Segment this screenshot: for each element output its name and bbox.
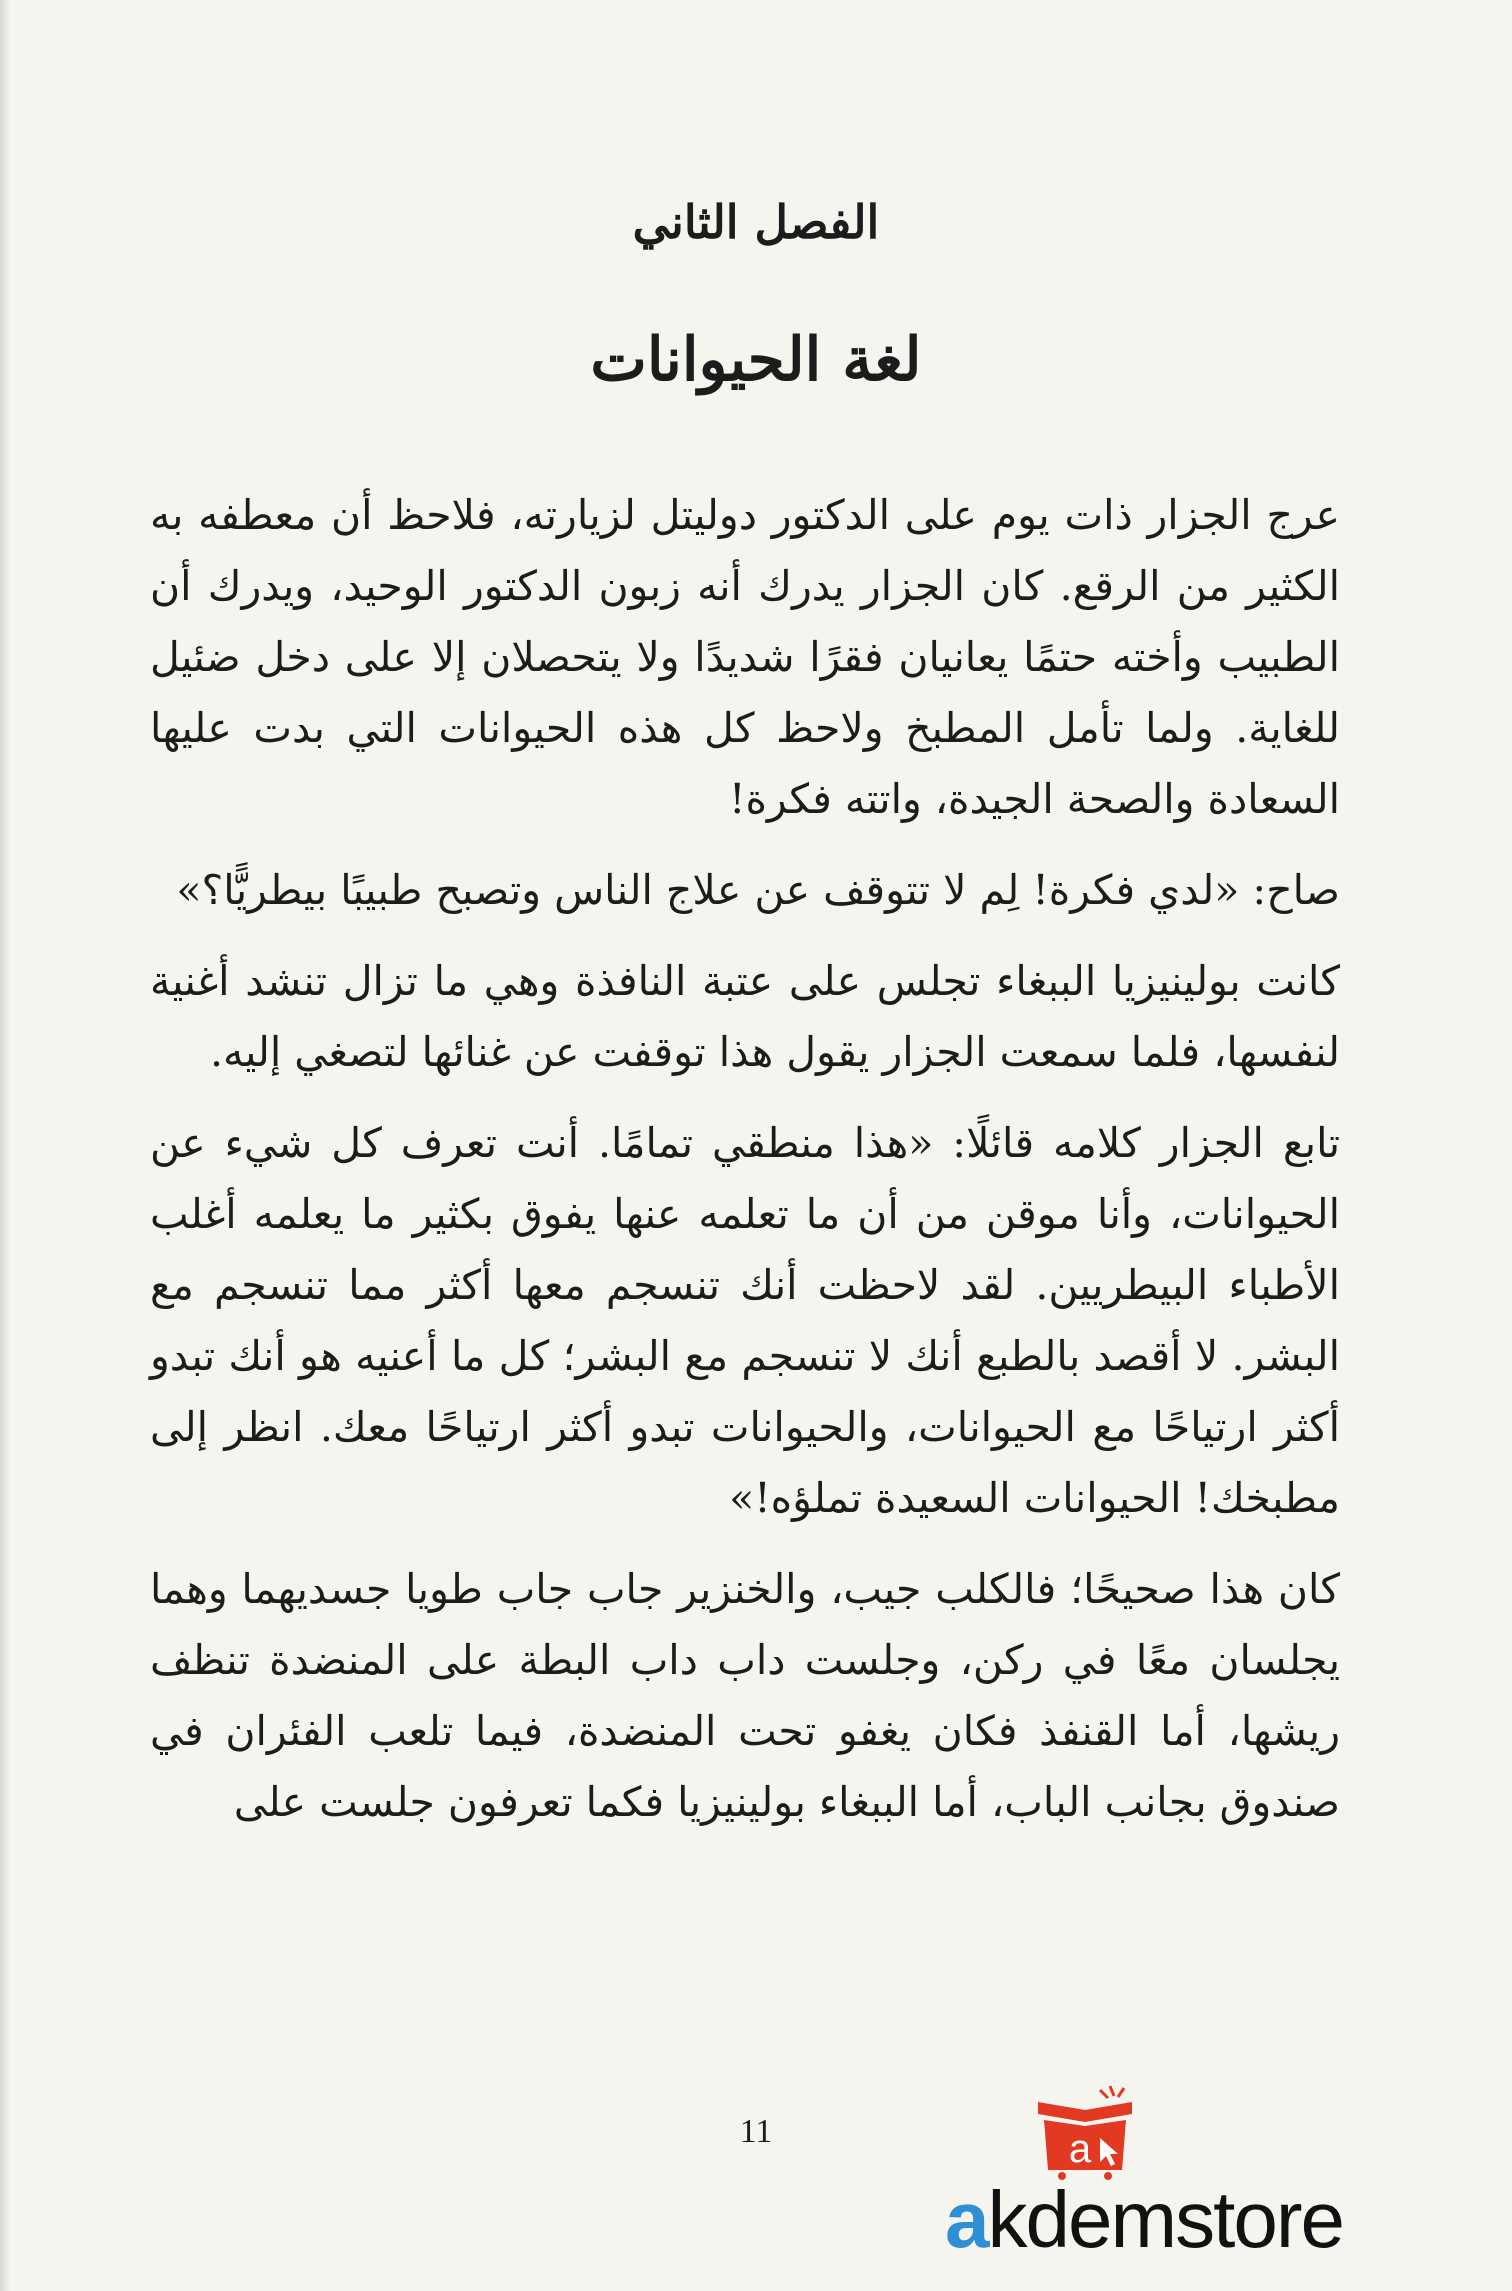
book-cart-icon <box>1030 2080 1140 2180</box>
chapter-title: لغة الحيوانات <box>590 325 922 395</box>
paragraph-3: كانت بولينيزيا الببغاء تجلس على عتبة النافذة وهي ما تزال تنشد أغنية لنفسها، فلما سمعت الجزار يقول هذا توقفت عن غنائها لتصغي إليه. <box>150 957 1340 1076</box>
store-logo-text <box>945 2175 1343 2264</box>
paragraph-4: تابع الجزار كلامه قائلًا: «هذا منطقي تمامًا. أنت تعرف كل شيء عن الحيوانات، وأنا موقن من أن ما تعلمه عنها يفوق بكثير ما يعلمه أغلب الأطباء البيطريين. لقد لاحظت أنك تنسجم معها أكثر مما تنسجم مع البشر. لا أقصد بالطبع أنك لا تنسجم مع البشر؛ كل ما أعنيه هو أنك تبدو أكثر ارتياحًا مع الحيوانات، والحيوانات تبدو أكثر ارتياحًا معك. انظر إلى مطبخك! الحيوانات السعيدة تملؤه!» <box>150 1119 1340 1522</box>
paragraph-1: عرج الجزار ذات يوم على الدكتور دوليتل لزيارته، فلاحظ أن معطفه به الكثير من الرقع. كان الجزار يدرك أنه زبون الدكتور الوحيد، ويدرك أن الطبيب وأخته حتمًا يعانيان فقرًا شديدًا ولا يتحصلان إلا على دخل ضئيل للغاية. ولما تأمل المطبخ ولاحظ كل هذه الحيوانات التي بدت عليها السعادة والصحة الجيدة، واتته فكرة! <box>150 491 1340 823</box>
chapter-label: الفصل الثاني <box>632 195 880 249</box>
page-number: 11 <box>739 2113 773 2150</box>
paragraph-5: كان هذا صحيحًا؛ فالكلب جيب، والخنزير جاب جاب طويا جسديهما وهما يجلسان معًا في ركن، وجلست داب داب البطة على المنضدة تنظف ريشها، أما القنفذ فكان يغفو تحت المنضدة، فيما تلعب الفئران في صندوق بجانب الباب، أما الببغاء بولينيزيا فكما تعرفون جلست على <box>150 1565 1340 1826</box>
logo-text-rest: kdemstore <box>987 2175 1343 2264</box>
logo-mark-letter: a <box>1068 2127 1092 2171</box>
paragraph-2: صاح: «لدي فكرة! لِم لا تتوقف عن علاج الناس وتصبح طبيبًا بيطريًّا؟» <box>176 866 1340 914</box>
store-logo <box>945 2080 1365 2270</box>
logo-text-first: a <box>945 2175 988 2264</box>
body-text <box>150 480 1340 1858</box>
